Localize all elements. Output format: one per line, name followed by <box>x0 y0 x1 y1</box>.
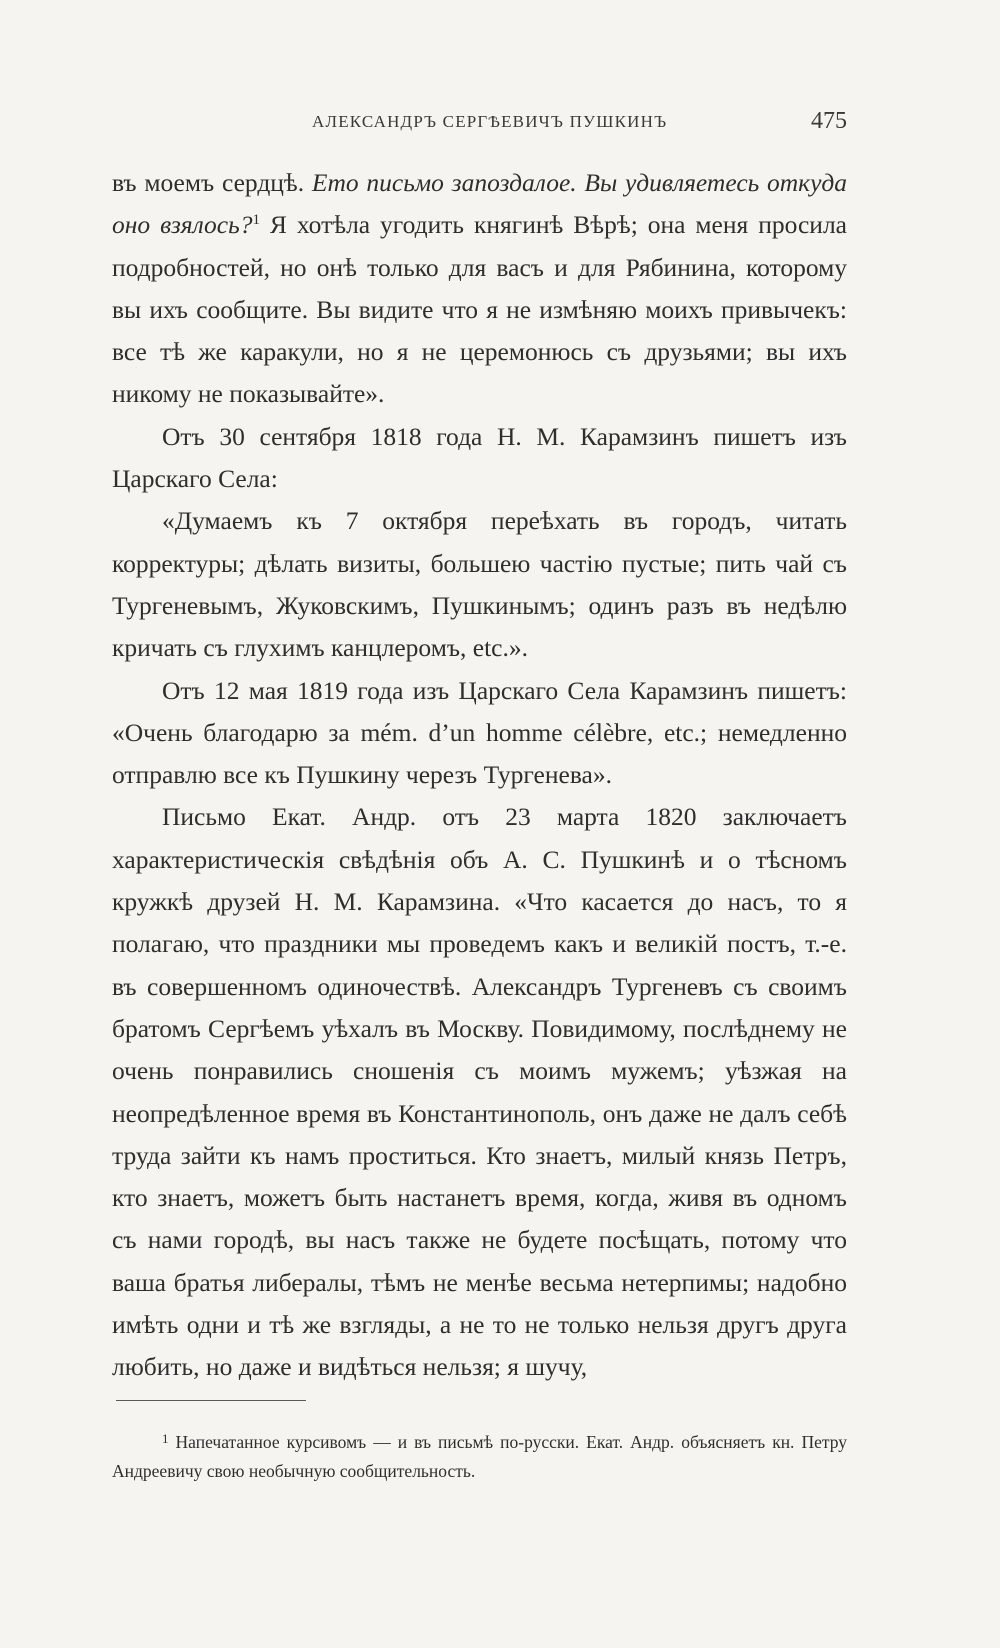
page-number: 475 <box>811 108 847 134</box>
paragraph <box>112 796 847 1388</box>
text-segment: «Думаемъ къ 7 октября переѣхать въ городъ, читать корректуры; дѣлать визиты, большею частію пустые; пить чай съ Тургеневымъ, Жуковскимъ, Пушкинымъ; одинъ разъ въ недѣлю кричать съ глухимъ канцлеромъ, etc.». <box>112 506 847 663</box>
running-head <box>112 108 847 138</box>
footnote <box>112 1428 847 1486</box>
body-text <box>112 162 847 1389</box>
footnote-text: Напечатанное курсивомъ — и въ письмѣ по-русски. Екат. Андр. объясняетъ кн. Петру Андреевичу свою необычную сообщительность. <box>112 1432 847 1481</box>
paragraph <box>112 162 847 416</box>
footnote-divider <box>116 1400 306 1401</box>
text-segment: Отъ 12 мая 1819 года изъ Царскаго Села Карамзинъ пишетъ: «Очень благодарю за mém. d’un homme célèbre, etc.; немедленно отправлю все къ Пушкину черезъ Тургенева». <box>112 675 847 790</box>
text-segment: Я хотѣла угодить княгинѣ Вѣрѣ; она меня просила подробностей, но онѣ только для васъ и для Рябинина, которому вы ихъ сообщите. Вы видите что я не измѣняю моихъ привычекъ: все тѣ же каракули, но я не церемонюсь съ друзьями; вы ихъ никому не показывайте». <box>112 210 847 409</box>
paragraph <box>112 670 847 797</box>
running-title: АЛЕКСАНДРЪ СЕРГѢЕВИЧЪ ПУШКИНЪ <box>312 112 668 131</box>
text-segment: въ моемъ сердцѣ. <box>112 168 312 197</box>
text-segment: Отъ 30 сентября 1818 года Н. М. Карамзинъ пишетъ изъ Царскаго Села: <box>112 421 847 494</box>
text-segment: Письмо Екат. Андр. отъ 23 марта 1820 заключаетъ характеристическія свѣдѣнія объ А. С. Пушкинѣ и о тѣсномъ кружкѣ друзей Н. М. Карамзина. «Что касается до насъ, то я полагаю, что праздники мы проведемъ какъ и великій постъ, т.-е. въ совершенномъ одиночествѣ. Александръ Тургеневъ съ своимъ братомъ Сергѣемъ уѣхалъ въ Москву. Повидимому, послѣднему не очень понравились сношенія съ моимъ мужемъ; уѣзжая на неопредѣленное время въ Константинополь, онъ даже не далъ себѣ труда зайти къ намъ проститься. Кто знаетъ, милый князь Петръ, кто знаетъ, можетъ быть настанетъ время, когда, живя въ одномъ съ нами городѣ, вы насъ также не будете посѣщать, потому что ваша братья либералы, тѣмъ не менѣе весьма нетерпимы; надобно имѣть одни и тѣ же взгляды, а не то не только нельзя другъ друга любить, но даже и видѣться нельзя; я шучу, <box>112 802 847 1382</box>
footnote-reference: 1 <box>252 212 260 229</box>
italic-text: Ето письмо запоздалое. Вы удивляетесь откуда оно взялось? <box>112 168 847 240</box>
paragraph <box>112 416 847 501</box>
footnote-mark: 1 <box>162 1431 169 1446</box>
footnote-paragraph <box>112 1428 847 1486</box>
paragraph <box>112 500 847 669</box>
